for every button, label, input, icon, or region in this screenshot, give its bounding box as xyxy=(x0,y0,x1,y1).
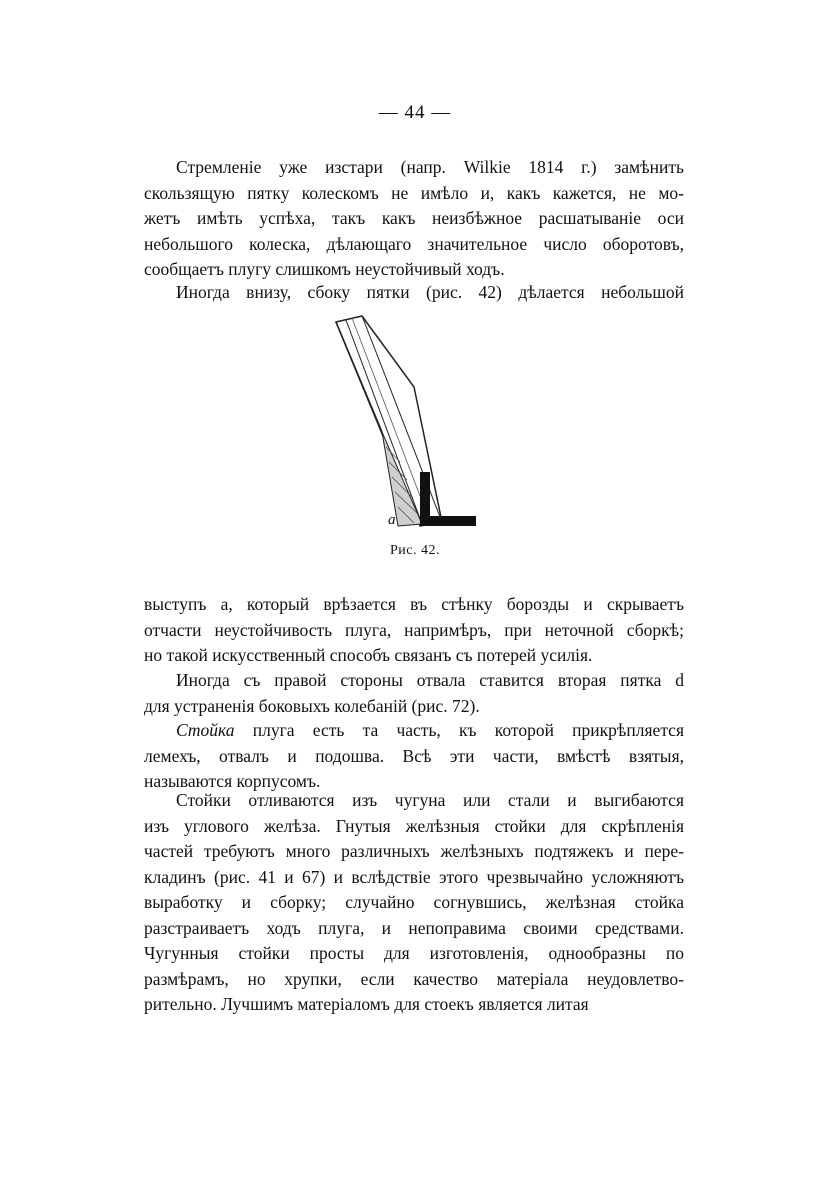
paragraph-6 xyxy=(144,788,684,1018)
text-line: частей требуютъ много различныхъ желѣзныхъ подтяжекъ и пере- xyxy=(144,841,684,861)
paragraph-4 xyxy=(144,668,684,719)
text-line: выработку и сборку; случайно согнувшись, желѣзная стойка xyxy=(144,892,684,912)
text-line: скользящую пятку колескомъ не имѣло и, какъ кажется, не мо- xyxy=(144,182,684,203)
text-line: называются корпусомъ. xyxy=(144,771,321,791)
text-line: кладинъ (рис. 41 и 67) и вслѣдствіе этого чрезвычайно усложняютъ xyxy=(144,866,684,887)
page-number: — 44 — xyxy=(378,102,452,123)
term-stoika: Стойка xyxy=(176,720,235,740)
text-line: Стойки отливаются изъ чугуна или стали и выгибаются xyxy=(176,790,684,810)
paragraph-2 xyxy=(144,280,684,306)
text-line: изъ углового желѣза. Гнутыя желѣзныя стойки для скрѣпленія xyxy=(144,815,684,836)
text-line: рительно. Лучшимъ матеріаломъ для стоекъ является литая xyxy=(144,994,589,1014)
text-line: но такой искусственный способъ связанъ съ потерей усилія. xyxy=(144,645,593,665)
text-line: лемехъ, отвалъ и подошва. Всѣ эти части, вмѣстѣ взятыя, xyxy=(144,745,684,766)
paragraph-1 xyxy=(144,155,684,283)
plough-heel-figure xyxy=(322,312,492,537)
text-line: Иногда съ правой стороны отвала ставится вторая пятка d xyxy=(176,670,684,690)
text-fragment: плуга есть та часть, къ которой прикрѣпляется xyxy=(234,720,684,740)
text-line: для устраненія боковыхъ колебаній (рис. 72). xyxy=(144,695,480,716)
text-line: сообщаетъ плугу слишкомъ неустойчивый ходъ. xyxy=(144,259,505,279)
text-line: Стремленіе уже изстари (напр. Wilkie 1814 г.) замѣнить xyxy=(176,157,684,177)
text-line: разстраиваетъ ходъ плуга, и непоправима своими средствами. xyxy=(144,917,684,938)
text-line: Иногда внизу, сбоку пятки (рис. 42) дѣлается небольшой xyxy=(176,282,684,302)
paragraph-5 xyxy=(144,718,684,795)
figure-label-a: a xyxy=(388,512,396,528)
text-line: жетъ имѣть успѣха, такъ какъ неизбѣжное расшатываніе оси xyxy=(144,208,684,228)
text-line: отчасти неустойчивость плуга, напримѣръ, при неточной сборкѣ; xyxy=(144,619,684,640)
text-line: Чугунныя стойки просты для изготовленія, однообразны по xyxy=(144,943,684,963)
figure-caption: Рис. 42. xyxy=(390,543,440,558)
text-line: небольшого колеска, дѣлающаго значительное число оборотовъ, xyxy=(144,233,684,254)
text-line xyxy=(144,718,684,744)
text-line: размѣрамъ, но хрупки, если качество матеріала неудовлетво- xyxy=(144,968,684,989)
text-line: выступъ a, который врѣзается въ стѣнку борозды и скрываетъ xyxy=(144,594,684,614)
paragraph-3 xyxy=(144,592,684,669)
